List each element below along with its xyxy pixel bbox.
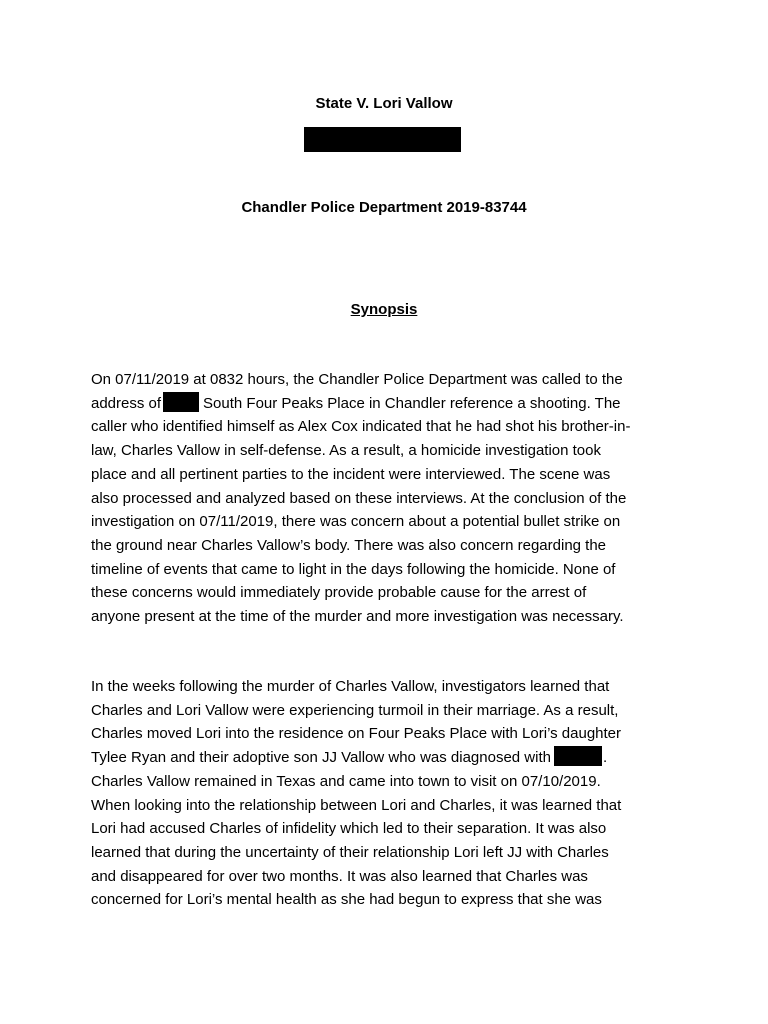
redaction-bar [304, 127, 461, 152]
paragraph-line: Charles and Lori Vallow were experiencing turmoil in their marriage. As a result, [91, 701, 619, 719]
paragraph-line [91, 392, 691, 416]
paragraph-line: anyone present at the time of the murder and more investigation was necessary. [91, 608, 624, 626]
paragraph-line: place and all pertinent parties to the incident were interviewed. The scene was [91, 465, 611, 483]
paragraph-line: and disappeared for over two months. It was also learned that Charles was [91, 867, 588, 885]
paragraph-line: the ground near Charles Vallow’s body. There was also concern regarding the [91, 536, 607, 554]
paragraph-line: When looking into the relationship between Lori and Charles, it was learned that [91, 796, 622, 814]
address-suffix: South Four Peaks Place in Chandler reference a shooting. The [203, 394, 621, 412]
paragraph-line: On 07/11/2019 at 0832 hours, the Chandler Police Department was called to the [91, 371, 623, 388]
paragraph-line: Lori had accused Charles of infidelity which led to their separation. It was also [91, 820, 607, 838]
paragraph-line: investigation on 07/11/2019, there was concern about a potential bullet strike on [91, 513, 621, 531]
paragraph-line: caller who identified himself as Alex Cox indicated that he had shot his brother-in- [91, 418, 631, 436]
redaction-address [163, 392, 199, 412]
paragraph-line: timeline of events that came to light in the days following the homicide. None of [91, 560, 616, 578]
synopsis-paragraph-2 [91, 675, 691, 912]
synopsis-paragraph-1 [91, 368, 691, 629]
diagnosis-prefix: Tylee Ryan and their adoptive son JJ Vallow who was diagnosed with [91, 749, 551, 767]
paragraph-line: also processed and analyzed based on these interviews. At the conclusion of the [91, 489, 627, 507]
paragraph-line: learned that during the uncertainty of their relationship Lori left JJ with Charles [91, 843, 609, 861]
paragraph-line [91, 746, 691, 770]
paragraph-line: In the weeks following the murder of Charles Vallow, investigators learned that [91, 678, 610, 695]
paragraph-line: Charles Vallow remained in Texas and came into town to visit on 07/10/2019. [91, 772, 601, 790]
paragraph-line: these concerns would immediately provide probable cause for the arrest of [91, 584, 587, 602]
diagnosis-suffix: . [602, 749, 608, 767]
section-heading: Synopsis [350, 301, 418, 318]
department-case-number: Chandler Police Department 2019-83744 [241, 199, 527, 216]
paragraph-line: concerned for Lori’s mental health as she had begun to express that she was [91, 891, 602, 909]
redaction-diagnosis [554, 746, 602, 766]
paragraph-line: Charles moved Lori into the residence on Four Peaks Place with Lori’s daughter [91, 725, 622, 743]
paragraph-line: law, Charles Vallow in self-defense. As a result, a homicide investigation took [91, 442, 601, 460]
case-title: State V. Lori Vallow [315, 95, 453, 112]
address-prefix: address of [91, 394, 162, 412]
